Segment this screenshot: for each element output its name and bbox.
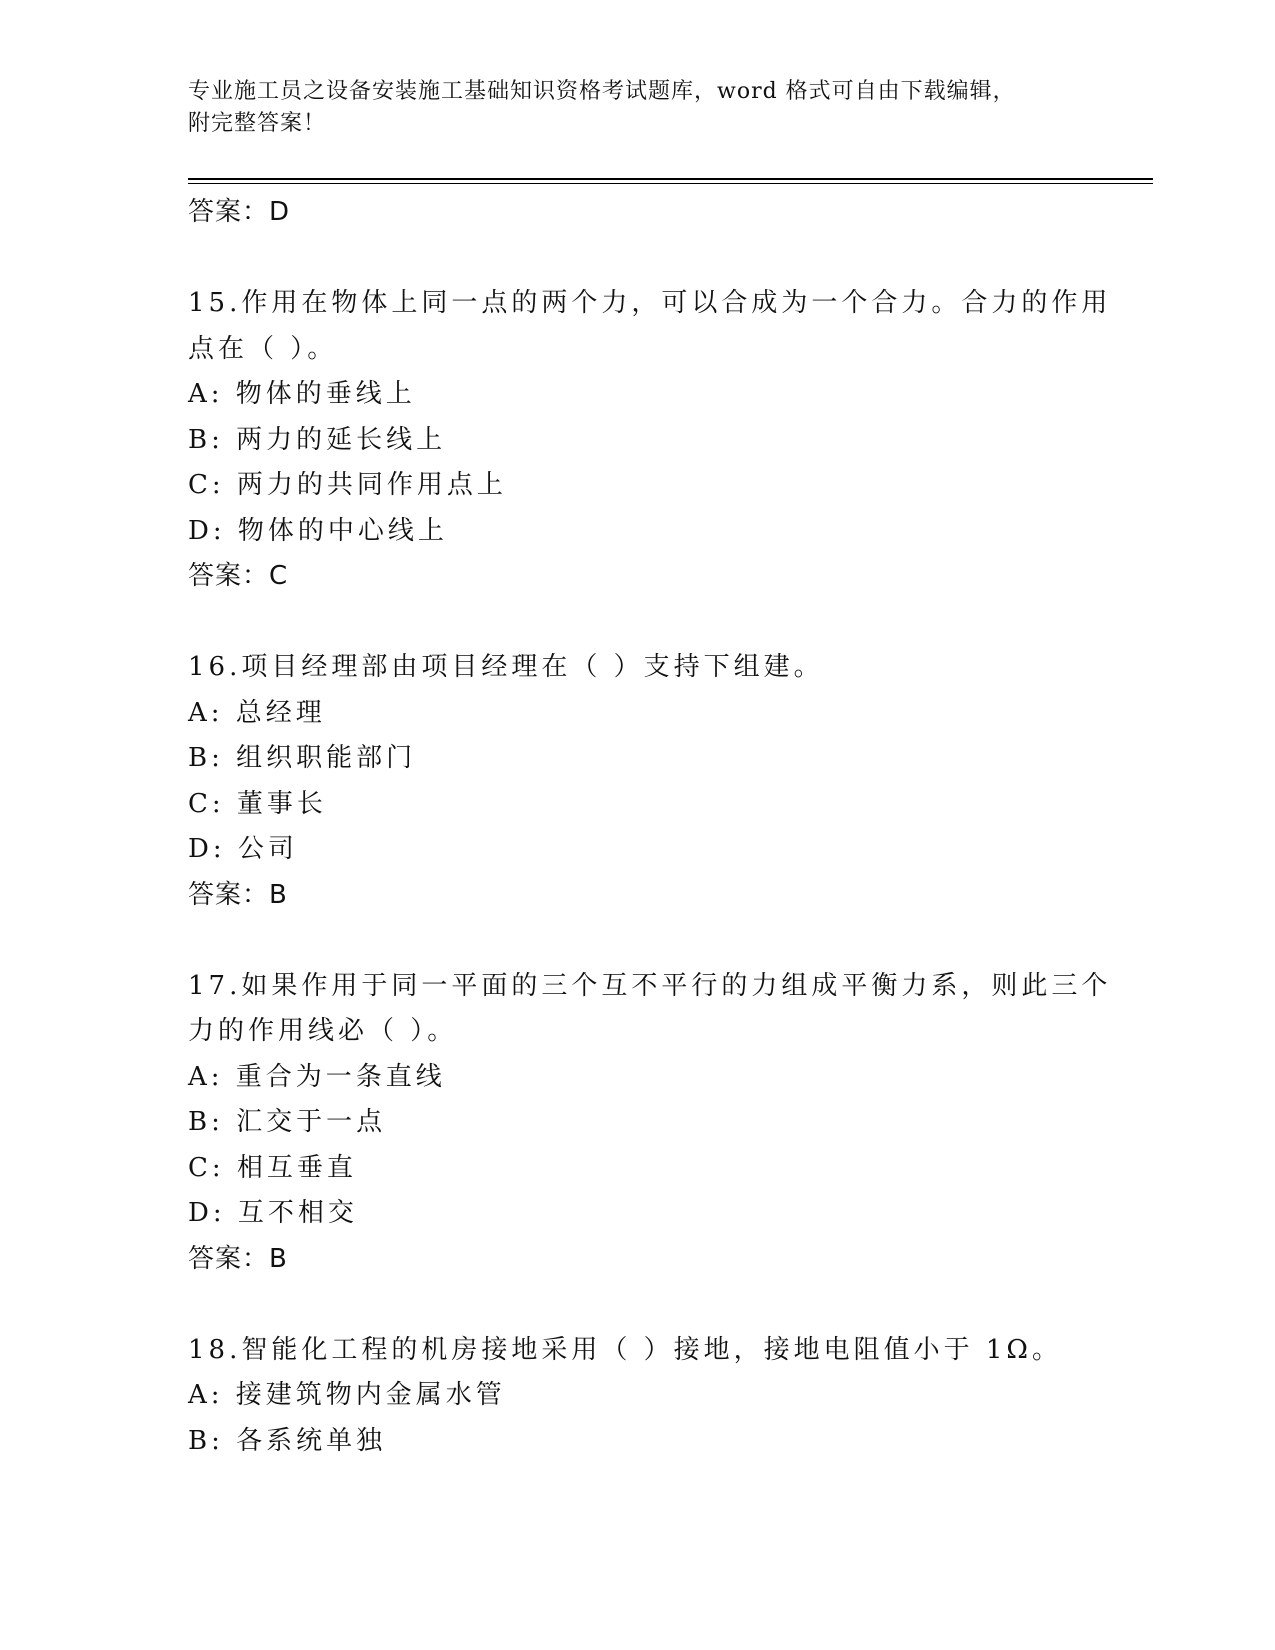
- option-b: B: 各系统单独: [188, 1425, 387, 1456]
- option-c: C: 相互垂直: [188, 1152, 357, 1183]
- answer: 答案：B: [188, 1243, 288, 1274]
- answer: 答案：C: [188, 561, 289, 591]
- header-line-2: 附完整答案！: [188, 111, 327, 136]
- question-stem: 15.作用在物体上同一点的两个力，可以合成为一个合力。合力的作用: [188, 288, 1112, 318]
- question-list: [188, 190, 1112, 1464]
- question-stem: 力的作用线必（ ）。: [188, 1016, 458, 1046]
- option-d: D: 互不相交: [188, 1198, 358, 1228]
- question-stem: 16.项目经理部由项目经理在（ ）支持下组建。: [188, 652, 824, 682]
- option-a: A: 总经理: [188, 697, 326, 728]
- question-18: [188, 1328, 1088, 1465]
- option-a: A: 接建筑物内金属水管: [188, 1380, 506, 1410]
- question-stem: 17.如果作用于同一平面的三个互不平行的力组成平衡力系，则此三个: [188, 970, 1112, 1001]
- option-d: D: 公司: [188, 834, 298, 864]
- option-c: C: 董事长: [188, 788, 327, 819]
- question-15: [188, 281, 1112, 600]
- previous-answer: 答案：D: [188, 197, 291, 227]
- header-rule-thin: [188, 183, 1153, 184]
- option-a: A: 物体的垂线上: [188, 379, 416, 409]
- question-16: [188, 645, 1088, 918]
- header-rule-thick: [188, 178, 1153, 180]
- option-a: A: 重合为一条直线: [188, 1061, 446, 1092]
- document-header: [188, 76, 1088, 140]
- option-d: D: 物体的中心线上: [188, 515, 448, 546]
- option-b: B: 组织职能部门: [188, 743, 417, 773]
- question-17: [188, 964, 1112, 1283]
- question-stem: 18.智能化工程的机房接地采用（ ）接地，接地电阻值小于 1Ω。: [188, 1334, 1062, 1365]
- option-b: B: 汇交于一点: [188, 1107, 387, 1137]
- option-c: C: 两力的共同作用点上: [188, 470, 507, 500]
- option-b: B: 两力的延长线上: [188, 424, 447, 455]
- question-stem: 点在（ ）。: [188, 333, 338, 364]
- header-line-1: 专业施工员之设备安装施工基础知识资格考试题库，word 格式可自由下载编辑，: [188, 79, 1016, 104]
- answer: 答案：B: [188, 879, 288, 910]
